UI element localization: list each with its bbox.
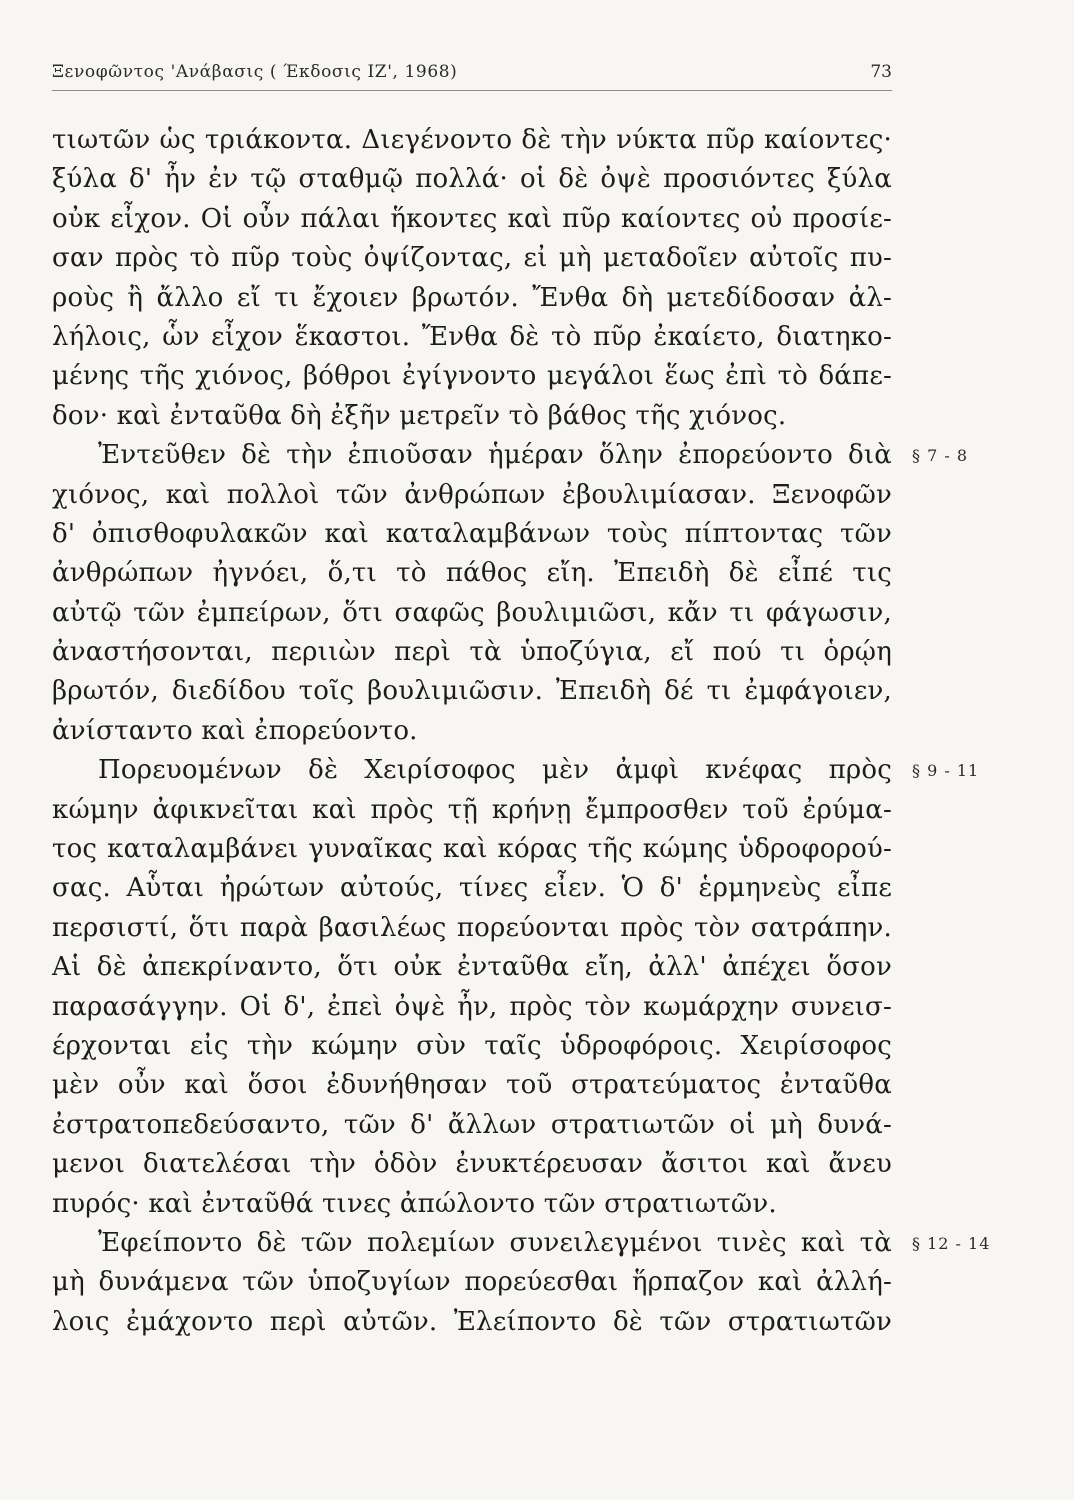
text-line: έρχονται εἰς τὴν κώμην σὺν ταῖς ὑδροφόροις. Χειρίσοφος [52, 1030, 892, 1061]
text-line: Αἱ δὲ ἀπεκρίναντο, ὅτι οὐκ ἐνταῦθα εἴη, ἀλλ' ἀπέχει ὅσον [52, 952, 892, 983]
text-line: μενοι διατελέσαι τὴν ὁδὸν ἐνυκτέρευσαν ἄσιτοι καὶ ἄνευ [52, 1149, 892, 1180]
text-line-content: Πορευομένων δὲ Χειρίσοφος μὲν ἀμφὶ κνέφας πρὸς [98, 755, 892, 786]
text-line: μὴ δυνάμενα τῶν ὑποζυγίων πορεύεσθαι ἥρπαζον καὶ ἀλλή- [52, 1267, 892, 1298]
header-title: Ξενοφῶντος 'Ανάβασις ( Έκδοσις ΙΖ', 1968) [52, 62, 458, 82]
section-marker: § 12 - 14 [912, 1233, 991, 1253]
text-line: βρωτόν, διεδίδου τοῖς βουλιμιῶσιν. Ἐπειδὴ δέ τι ἐμφάγοιεν, [52, 676, 892, 707]
text-line: ἀνθρώπων ἠγνόει, ὅ,τι τὸ πάθος εἴη. Ἐπειδὴ δὲ εἶπέ τις [52, 558, 892, 589]
text-line: λήλοις, ὧν εἶχον ἕκαστοι. Ἔνθα δὲ τὸ πῦρ ἐκαίετο, διατηκο- [52, 321, 892, 352]
text-line: λοις ἐμάχοντο περὶ αὐτῶν. Ἐλείποντο δὲ τῶν στρατιωτῶν [52, 1306, 892, 1337]
page-number: 73 [870, 62, 892, 82]
text-line: τιωτῶν ὡς τριάκοντα. Διεγένοντο δὲ τὴν νύκτα πῦρ καίοντες· [52, 125, 892, 155]
text-line: ξύλα δ' ἦν ἐν τῷ σταθμῷ πολλά· οἱ δὲ ὀψὲ προσιόντες ξύλα [52, 164, 892, 195]
text-line: οὐκ εἶχον. Οἱ οὖν πάλαι ἥκοντες καὶ πῦρ καίοντες οὐ προσίε- [52, 203, 892, 234]
text-line: πυρός· καὶ ἐνταῦθά τινες ἀπώλοντο τῶν στρατιωτῶν. [52, 1188, 777, 1219]
section-marker: § 9 - 11 [912, 761, 980, 781]
section-marker: § 7 - 8 [912, 446, 969, 466]
body-text [52, 121, 991, 1342]
text-line: τος καταλαμβάνει γυναῖκας καὶ κόρας τῆς κώμης ὑδροφορού- [52, 834, 892, 865]
text-line: μένης τῆς χιόνος, βόθροι ἐγίγνοντο μεγάλοι ἕως ἐπὶ τὸ δάπε- [52, 361, 892, 392]
text-line: ἀνίσταντο καὶ ἐπορεύοντο. [52, 715, 418, 746]
text-line: παρασάγγην. Οἱ δ', ἐπεὶ ὀψὲ ἦν, πρὸς τὸν κωμάρχην συνεισ- [52, 991, 892, 1022]
running-header [52, 60, 892, 91]
text-line: κώμην ἀφικνεῖται καὶ πρὸς τῇ κρήνῃ ἔμπροσθεν τοῦ ἐρύμα- [52, 794, 892, 825]
text-line: χιόνος, καὶ πολλοὶ τῶν ἀνθρώπων ἐβουλιμίασαν. Ξενοφῶν [52, 479, 892, 510]
text-line: ροὺς ἢ ἄλλο εἴ τι ἔχοιεν βρωτόν. Ἔνθα δὴ μετεδίδοσαν ἀλ- [52, 282, 892, 313]
paragraph-first-line [52, 436, 969, 475]
paragraph-first-line [52, 751, 980, 790]
paragraph-first-line [52, 1224, 991, 1263]
text-line-content: Ἐντεῦθεν δὲ τὴν ἐπιοῦσαν ἡμέραν ὅλην ἐπορεύοντο διὰ [98, 440, 892, 471]
text-line: περσιστί, ὅτι παρὰ βασιλέως πορεύονται πρὸς τὸν σατράπην. [52, 912, 892, 943]
text-line: ἐστρατοπεδεύσαντο, τῶν δ' ἄλλων στρατιωτῶν οἱ μὴ δυνά- [52, 1109, 892, 1140]
text-line: μὲν οὖν καὶ ὅσοι ἐδυνήθησαν τοῦ στρατεύματος ἐνταῦθα [52, 1070, 892, 1101]
text-line: σας. Αὗται ἠρώτων αὐτούς, τίνες εἶεν. Ὁ δ' ἑρμηνεὺς εἶπε [52, 873, 892, 904]
text-line: δ' ὀπισθοφυλακῶν καὶ καταλαμβάνων τοὺς πίπτοντας τῶν [52, 518, 892, 549]
text-line: αὐτῷ τῶν ἐμπείρων, ὅτι σαφῶς βουλιμιῶσι, κἄν τι φάγωσιν, [52, 597, 892, 628]
text-line: ἀναστήσονται, περιιὼν περὶ τὰ ὑποζύγια, εἴ πού τι ὁρῴη [52, 637, 892, 668]
text-line-content: Ἐφείποντο δὲ τῶν πολεμίων συνειλεγμένοι τινὲς καὶ τὰ [98, 1227, 892, 1258]
text-line: δον· καὶ ἐνταῦθα δὴ ἐξῆν μετρεῖν τὸ βάθος τῆς χιόνος. [52, 400, 787, 431]
text-line: σαν πρὸς τὸ πῦρ τοὺς ὀψίζοντας, εἰ μὴ μεταδοῖεν αὐτοῖς πυ- [52, 243, 892, 274]
